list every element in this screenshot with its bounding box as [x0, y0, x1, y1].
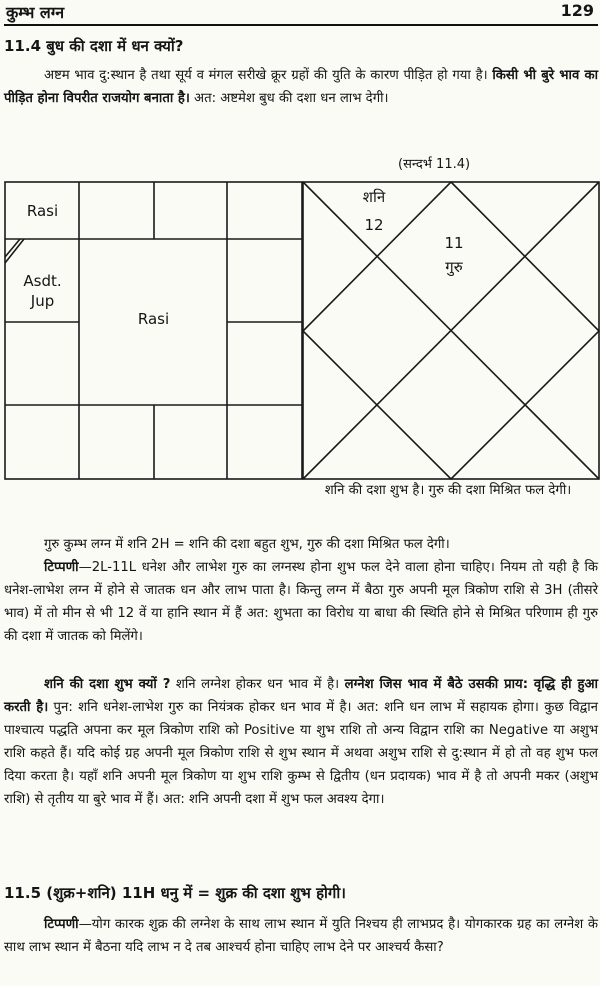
south-rasi-label: Rasi	[26, 202, 59, 220]
intro-text-c: अत: अष्टमेश बुध की दशा धन लाभ देगी।	[189, 90, 389, 106]
south-corner-mark-2	[5, 239, 24, 263]
note-text-1: —2L-11L धनेश और लाभेश गुरु का लग्नस्थ होना शुभ फल देने वाला होना चाहिए। नियम तो यही है कि धनेश-लाभेश लग्न में होने से जातक धन और लाभ पाता है। किन्तु लग्न में बैठा गुरु अपनी मूल त्रिकोण राशि से 3H (तीसरे भाव) में तो मीन से भी 12 वें या हानि स्थान में हैं अत: शुभता का विरोध या बाधा की स्थिति होने से मिश्रित परिणाम ही गुरु की दशा में जातक को मिलेंगे।	[4, 560, 598, 644]
saturn-rule: लग्नेश जिस भाव में बैठे उसकी प्राय: वृद्धि ही हुआ करती है।	[4, 677, 598, 715]
intro-text-a: अष्टम भाव दु:स्थान है तथा सूर्य व मंगल सरीखे क्रूर ग्रहों की युति के कारण पीड़ित हो गया है।	[44, 68, 493, 83]
planet-asdt: Asdt.	[23, 272, 62, 290]
page-number: 129	[560, 1, 594, 20]
south-center-label: Rasi	[137, 310, 170, 328]
note-label-2: टिप्पणी	[44, 917, 79, 932]
paragraph-note-2	[4, 914, 598, 960]
north-house12-planet: शनि	[362, 188, 386, 206]
chart-caption: शनि की दशा शुभ है। गुरु की दशा मिश्रित फल देगी।	[324, 483, 572, 498]
intro-bold-rule: किसी भी बुरे भाव का पीड़ित होना विपरीत राजयोग बनाता है।	[4, 68, 598, 106]
saturn-question: शनि की दशा शुभ क्यों ?	[44, 677, 171, 692]
planet-jup: Jup	[30, 292, 55, 310]
north-house11-number: 11	[444, 234, 464, 252]
section-heading-11-4: 11.4 बुध की दशा में धन क्यों?	[4, 37, 184, 55]
chapter-title: कुम्भ लग्न	[6, 3, 65, 22]
paragraph-jupiter-lagna: गुरु कुम्भ लग्न में शनि 2H = शनि की दशा बहुत शुभ, गुरु की दशा मिश्रित फल देगी।	[44, 537, 450, 552]
north-house12-number: 12	[364, 216, 384, 234]
north-house11-planet: गुरु	[445, 258, 463, 276]
paragraph-saturn-dasha	[4, 674, 598, 811]
paragraph-note-1	[4, 557, 598, 649]
horoscope-charts	[4, 181, 600, 481]
paragraph-intro	[4, 65, 598, 111]
chart-lines	[4, 181, 600, 481]
note-text-2: —योग कारक शुक्र की लग्नेश के साथ लाभ स्थान में युति निश्चय ही लाभप्रद है। योगकारक ग्रह का लग्नेश के साथ लाभ स्थान में बैठना यदि लाभ न दे तब आश्चर्य होना चाहिए लाभ देने पर आश्चर्य कैसा?	[4, 917, 598, 955]
saturn-text-1: शनि लग्नेश होकर धन भाव में है।	[170, 677, 345, 692]
running-header	[4, 0, 598, 26]
saturn-text-2: पुन: शनि धनेश-लाभेश गुरु का नियंत्रक होकर धन भाव में है। अत: शनि धन लाभ में सहायक होगा। कुछ विद्वान पाश्चात्य पद्धति अपना कर मूल त्रिकोण राशि को Positive या शुभ राशि तो अन्य विद्वान राशि का Negative या अशुभ राशि कहते हैं। यदि कोई ग्रह अपनी मूल त्रिकोण राशि से शुभ स्थान में अथवा अशुभ राशि से दु:स्थान में हो तो वह शुभ फल दिया करता है। यहाँ शनि अपनी मूल त्रिकोण या शुभ राशि कुम्भ से द्वितीय (धन प्रदायक) भाव में है तो अपनी मकर (अशुभ राशि) से तृतीय या बुरे भाव में हैं। अत: शनि अपनी दशा में शुभ फल अवश्य देगा।	[4, 699, 599, 807]
section-heading-11-5: 11.5 (शुक्र+शनि) 11H धनु में = शुक्र की दशा शुभ होगी।	[4, 884, 346, 902]
south-planet-cell	[6, 271, 79, 311]
note-label-1: टिप्पणी	[44, 560, 79, 575]
chart-reference: (सन्दर्भ 11.4)	[398, 157, 471, 172]
